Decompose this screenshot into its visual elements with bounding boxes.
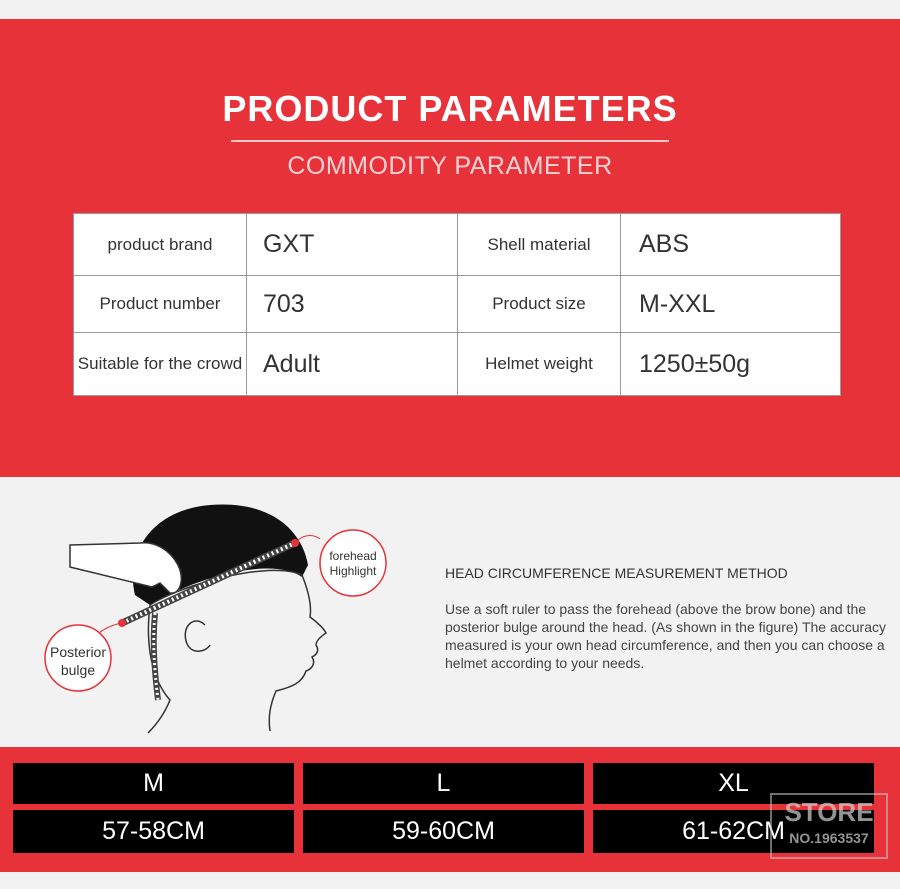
table-row [74, 276, 841, 333]
size-label-l: L [303, 763, 584, 804]
param-value: GXT [247, 214, 458, 276]
param-label: product brand [74, 214, 247, 276]
method-description: Use a soft ruler to pass the forehead (above the brow bone) and the posterior bulge around the head. (As shown in the figure) The accuracy measured is your own head circumference, and then you can choose a helmet according to your needs. [445, 601, 886, 671]
store-watermark [770, 793, 888, 859]
page-subtitle: COMMODITY PARAMETER [287, 152, 613, 180]
param-label: Product number [74, 276, 247, 333]
size-range-xl: 61-62CM [593, 810, 874, 853]
param-label: Shell material [458, 214, 621, 276]
page-title: PRODUCT PARAMETERS [222, 88, 678, 129]
forehead-callout [320, 530, 386, 596]
parameters-table [73, 213, 841, 396]
table-row [74, 333, 841, 396]
param-value: Adult [247, 333, 458, 396]
bottom-strip [0, 872, 900, 889]
title-divider [231, 140, 669, 142]
hand-shape [70, 543, 181, 593]
forehead-label-2: Highlight [329, 564, 377, 578]
param-label: Helmet weight [458, 333, 621, 396]
param-value: 703 [247, 276, 458, 333]
watermark-store: STORE [784, 797, 874, 827]
param-value: M-XXL [621, 276, 841, 333]
param-label: Suitable for the crowd [74, 333, 247, 396]
size-range-m: 57-58CM [13, 810, 294, 853]
table-row [74, 214, 841, 276]
size-range-l: 59-60CM [303, 810, 584, 853]
head-measurement-diagram [40, 495, 420, 735]
method-title: HEAD CIRCUMFERENCE MEASUREMENT METHOD [445, 565, 788, 581]
param-label: Product size [458, 276, 621, 333]
size-label-m: M [13, 763, 294, 804]
posterior-label-1: Posterior [49, 644, 107, 660]
ear-shape [185, 621, 210, 651]
watermark-number: NO.1963537 [789, 830, 869, 846]
posterior-label-2: bulge [60, 662, 96, 678]
top-strip [0, 0, 900, 19]
tape-hanging [154, 613, 158, 700]
size-label-xl: XL [593, 763, 874, 804]
param-value: ABS [621, 214, 841, 276]
forehead-label-1: forehead [329, 549, 377, 563]
param-value: 1250±50g [621, 333, 841, 396]
